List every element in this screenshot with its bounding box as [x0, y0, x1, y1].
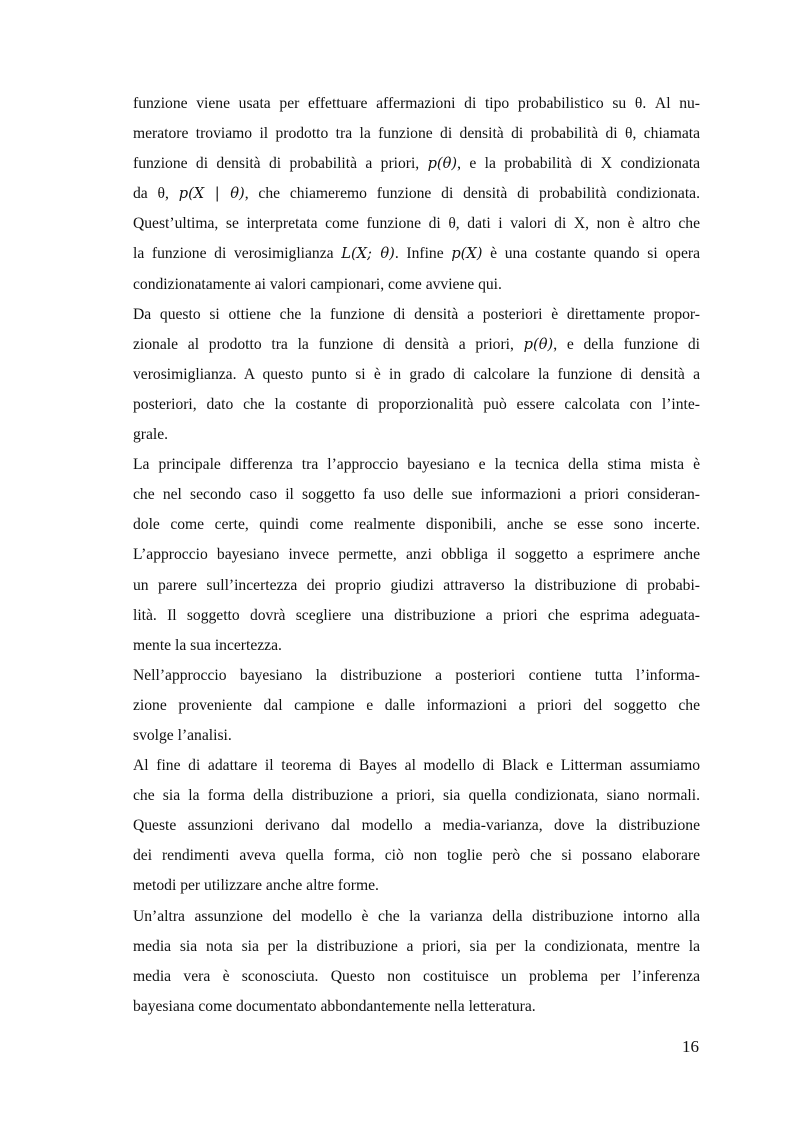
text-line: [133, 631, 700, 661]
text-segment: Da questo si ottiene che la funzione di densità a posteriori è direttamente propor-: [133, 305, 700, 323]
text-segment: Al fine di adattare il teorema di Bayes al modello di Black e Litterman assumiamo: [133, 757, 700, 775]
text-segment: che nel secondo caso il soggetto fa uso delle sue informazioni a priori consideran-: [133, 486, 700, 504]
text-line: [133, 841, 700, 871]
text-line: [133, 149, 700, 179]
text-segment: media sia nota sia per la distribuzione a priori, sia per la condizionata, mentre la: [133, 937, 700, 955]
math-expression: L(X; θ): [341, 245, 395, 263]
text-segment: La principale differenza tra l’approccio bayesiano e la tecnica della stima mista è: [133, 456, 700, 474]
text-line: [133, 300, 700, 330]
math-expression: p(X): [451, 245, 483, 263]
text-segment: L’approccio bayesiano invece permette, anzi obbliga il soggetto a esprimere anche: [133, 546, 700, 564]
text-segment: un parere sull’incertezza dei proprio giudizi attraverso la distribuzione di probabi-: [133, 576, 700, 594]
text-segment: meratore troviamo il prodotto tra la funzione di densità di probabilità di θ, chiamata: [133, 125, 700, 143]
text-line: [133, 119, 700, 149]
text-line: [133, 932, 700, 962]
text-segment: Quest’ultima, se interpretata come funzione di θ, dati i valori di X, non è altro che: [133, 215, 700, 233]
text-segment: lità. Il soggetto dovrà scegliere una distribuzione a priori che esprima adeguata-: [133, 606, 700, 624]
text-segment: funzione viene usata per effettuare affermazioni di tipo probabilistico su θ. Al nu-: [133, 95, 700, 112]
text-line: [133, 571, 700, 601]
text-line: [133, 540, 700, 570]
text-line: [133, 601, 700, 631]
text-segment: dei rendimenti aveva quella forma, ciò non toglie però che si possano elaborare: [133, 847, 700, 865]
body-text: [133, 89, 700, 1022]
text-line: [133, 781, 700, 811]
text-segment: condizionatamente ai valori campionari, come avviene qui.: [133, 275, 502, 293]
text-line: [133, 811, 700, 841]
text-line: [133, 390, 700, 420]
text-line: [133, 480, 700, 510]
text-line: [133, 721, 700, 751]
text-segment: grale.: [133, 426, 169, 444]
text-line: [133, 360, 700, 390]
text-line: [133, 89, 700, 119]
text-segment: metodi per utilizzare anche altre forme.: [133, 877, 379, 895]
text-segment: è una costante quando si opera: [482, 245, 701, 263]
text-segment: Queste assunzioni derivano dal modello a media-varianza, dove la distribuzione: [133, 817, 700, 835]
text-line: [133, 962, 700, 992]
page-number: 16: [682, 1037, 699, 1056]
text-line: [133, 902, 700, 932]
text-segment: . Infine: [394, 245, 452, 263]
text-line: [133, 871, 700, 901]
text-segment: che sia la forma della distribuzione a priori, sia quella condizionata, siano normali.: [133, 787, 700, 805]
text-segment: svolge l’analisi.: [133, 726, 232, 744]
text-line: [133, 239, 700, 269]
text-line: [133, 992, 700, 1022]
text-segment: dole come certe, quindi come realmente disponibili, anche se esse sono incerte.: [133, 516, 700, 534]
math-expression: p(θ): [427, 155, 458, 173]
text-segment: da θ,: [133, 185, 179, 203]
text-segment: Un’altra assunzione del modello è che la varianza della distribuzione intorno alla: [133, 907, 700, 925]
text-line: [133, 450, 700, 480]
text-line: [133, 179, 700, 209]
text-line: [133, 661, 700, 691]
text-segment: zionale al prodotto tra la funzione di densità a priori,: [133, 335, 524, 353]
text-segment: , e la probabilità di X condizionata: [457, 155, 701, 173]
text-segment: funzione di densità di probabilità a priori,: [133, 155, 428, 173]
text-segment: la funzione di verosimiglianza: [133, 245, 342, 263]
text-segment: verosimiglianza. A questo punto si è in grado di calcolare la funzione di densità a: [133, 365, 700, 383]
text-segment: bayesiana come documentato abbondantemente nella letteratura.: [133, 997, 536, 1015]
text-line: [133, 330, 700, 360]
text-segment: mente la sua incertezza.: [133, 636, 282, 654]
text-line: [133, 420, 700, 450]
text-segment: , che chiameremo funzione di densità di probabilità condizionata.: [244, 185, 700, 203]
text-line: [133, 270, 700, 300]
math-expression: p(θ): [523, 335, 554, 353]
text-segment: posteriori, dato che la costante di proporzionalità può essere calcolata con l’inte-: [133, 395, 700, 413]
text-segment: Nell’approccio bayesiano la distribuzione a posteriori contiene tutta l’informa-: [133, 666, 700, 684]
text-line: [133, 510, 700, 540]
text-segment: , e della funzione di: [553, 335, 701, 353]
math-expression: p(X | θ): [178, 185, 245, 203]
text-segment: zione proveniente dal campione e dalle informazioni a priori del soggetto che: [133, 696, 700, 714]
text-line: [133, 691, 700, 721]
text-line: [133, 751, 700, 781]
text-segment: media vera è sconosciuta. Questo non costituisce un problema per l’inferenza: [133, 967, 700, 985]
text-line: [133, 209, 700, 239]
